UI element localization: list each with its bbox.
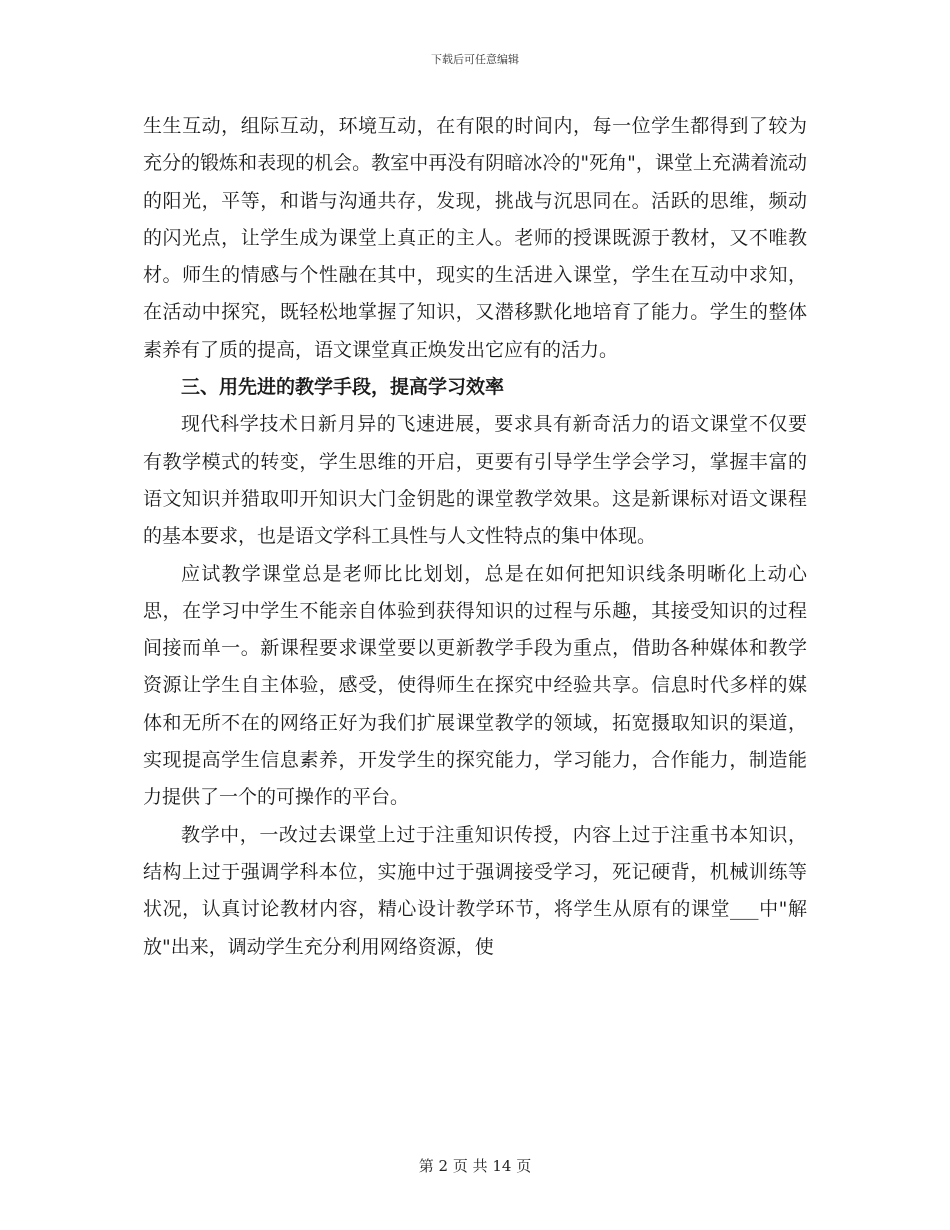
section-heading-3: 三、用先进的教学手段，提高学习效率 [181, 376, 505, 399]
page-footer [0, 1157, 950, 1175]
page-number: 第 2 页 共 14 页 [418, 1157, 532, 1175]
paragraph-2: 现代科学技术日新月异的飞速进展，要求具有新奇活力的语文课堂不仅要有教学模式的转变，学生思维的开启，更要有引导学生学会学习，掌握丰富的语文知识并猎取叩开知识大门金钥匙的课堂教学效果。这是新课标对语文课程的基本要求，也是语文学科工具性与人文性特点的集中体现。 [143, 413, 807, 548]
paragraph-3: 应试教学课堂总是老师比比划划，总是在如何把知识线条明晰化上动心思，在学习中学生不能亲自体验到获得知识的过程与乐趣，其接受知识的过程间接而单一。新课程要求课堂要以更新教学手段为重点，借助各种媒体和教学资源让学生自主体验，感受，使得师生在探究中经验共享。信息时代多样的媒体和无所不在的网络正好为我们扩展课堂教学的领域，拓宽摄取知识的渠道，实现提高学生信息素养，开发学生的探究能力，学习能力，合作能力，制造能力提供了一个的可操作的平台。 [143, 562, 807, 809]
paragraph-1: 生生互动，组际互动，环境互动，在有限的时间内，每一位学生都得到了较为充分的锻炼和表现的机会。教室中再没有阴暗冰冷的"死角"，课堂上充满着流动的阳光，平等，和谐与沟通共存，发现，挑战与沉思同在。活跃的思维，频动的闪光点，让学生成为课堂上真正的主人。老师的授课既源于教材，又不唯教材。师生的情感与个性融在其中，现实的生活进入课堂，学生在互动中求知，在活动中探究，既轻松地掌握了知识，又潜移默化地培育了能力。学生的整体素养有了质的提高，语文课堂真正焕发出它应有的活力。 [143, 115, 807, 361]
paragraph-4: 教学中，一改过去课堂上过于注重知识传授，内容上过于注重书本知识，结构上过于强调学科本位，实施中过于强调接受学习，死记硬背，机械训练等状况，认真讨论教材内容，精心设计教学环节，将学生从原有的课堂___中"解放"出来，调动学生充分利用网络资源，使 [143, 823, 807, 958]
document-body [143, 108, 807, 966]
header-text: 下载后可任意编辑 [431, 53, 519, 66]
page-header [0, 53, 950, 67]
